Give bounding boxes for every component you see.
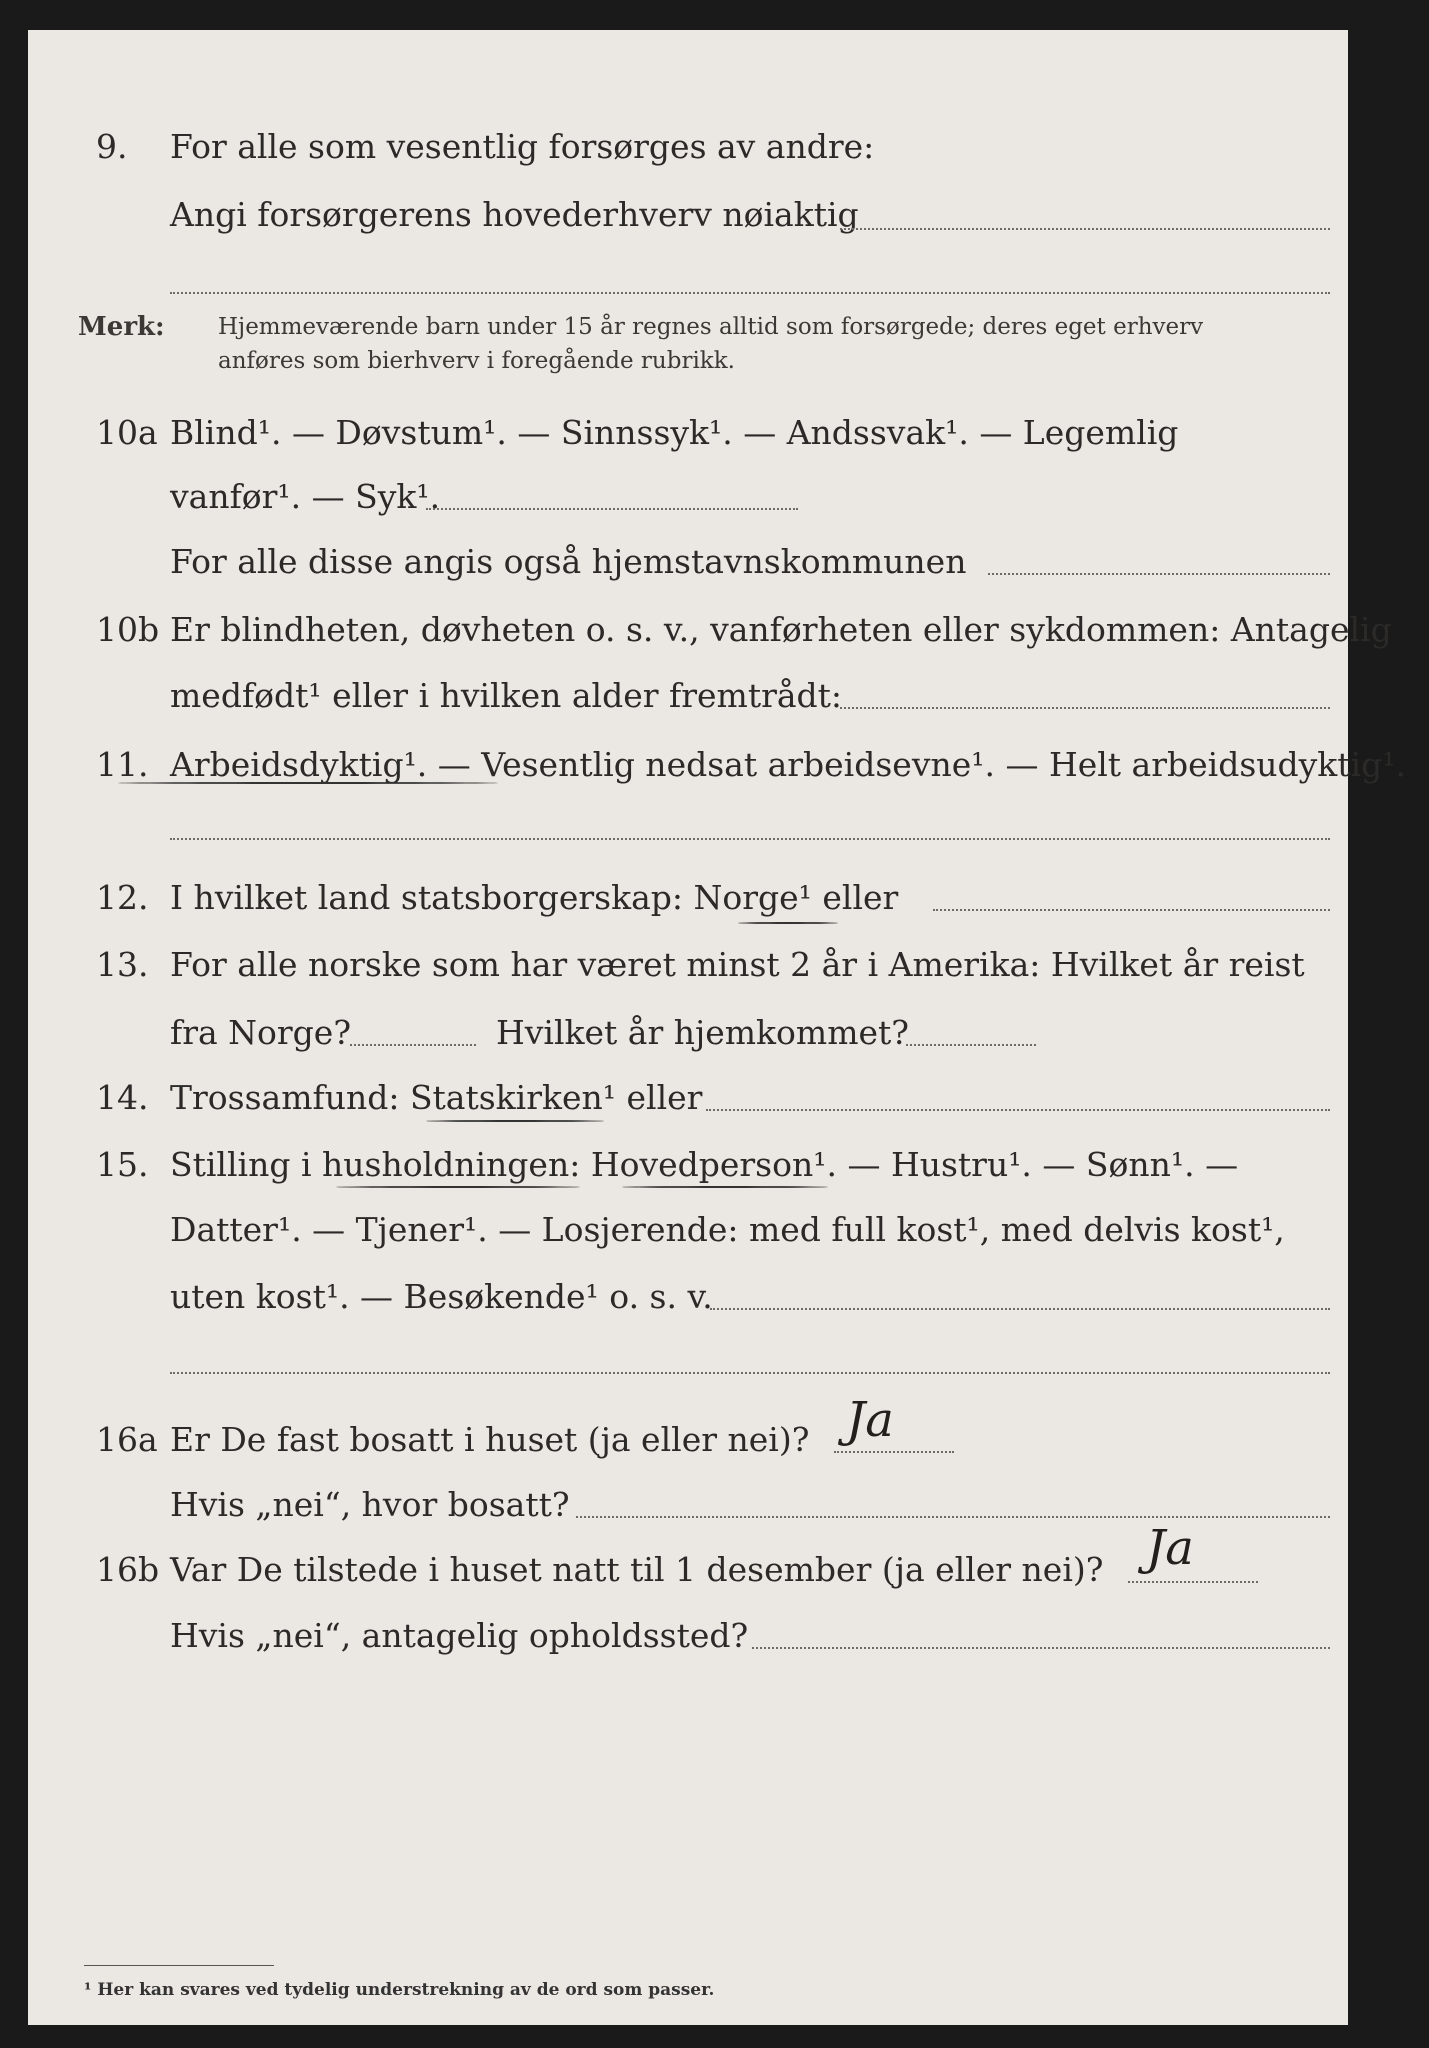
q9-line1: For alle som vesentlig forsørges av andre:: [170, 127, 875, 166]
merk-line1: Hjemmeværende barn under 15 år regnes alltid som forsørgede; deres eget erhverv: [218, 314, 1204, 340]
census-form-page: [28, 30, 1406, 2025]
q9-answer-line: [840, 228, 1330, 230]
q14-underline-mark: [426, 1120, 604, 1122]
q11-answer-line: [170, 838, 1330, 840]
q12-line1: I hvilket land statsborgerskap: Norge¹ eller: [170, 878, 899, 917]
item-number-12: 12.: [96, 878, 149, 917]
q16b-answer-line: [1128, 1581, 1258, 1583]
q16b-line1: Var De tilstede i huset natt til 1 desember (ja eller nei)?: [170, 1550, 1104, 1589]
item-number-14: 14.: [96, 1078, 149, 1117]
q10b-line2: medfødt¹ eller i hvilken alder fremtrådt:: [170, 676, 843, 715]
item-number-16b: 16b: [96, 1550, 160, 1589]
q13-hjemkommet-line: [906, 1044, 1036, 1046]
q16b-handwritten-answer: Ja: [1146, 1520, 1194, 1576]
q16b-line2: Hvis „nei“, antagelig opholdssted?: [170, 1616, 749, 1655]
q12-answer-line: [933, 909, 1330, 911]
merk-line2: anføres som bierhverv i foregående rubrikk.: [218, 348, 735, 374]
q10a-kommune-line: [988, 573, 1330, 575]
q15-line3: uten kost¹. — Besøkende¹ o. s. v.: [170, 1277, 713, 1316]
item-number-15: 15.: [96, 1145, 149, 1184]
q13-reist-line: [350, 1044, 476, 1046]
q13-line2b: Hvilket år hjemkommet?: [496, 1013, 909, 1052]
q15-line1: Stilling i husholdningen: Hovedperson¹. — Hustru¹. — Sønn¹. —: [170, 1145, 1239, 1184]
q10a-answer-line: [426, 508, 798, 510]
q10a-line2: vanfør¹. — Syk¹.: [170, 477, 441, 516]
item-number-10a: 10a: [96, 413, 158, 452]
q16b-opphold-line: [752, 1647, 1330, 1649]
q16a-line1: Er De fast bosatt i huset (ja eller nei)?: [170, 1420, 810, 1459]
q16a-handwritten-answer: Ja: [846, 1392, 894, 1448]
merk-label: Merk:: [78, 312, 165, 342]
q10b-answer-line: [840, 707, 1330, 709]
footnote-rule: [84, 1965, 274, 1966]
q15-line2: Datter¹. — Tjener¹. — Losjerende: med full kost¹, med delvis kost¹,: [170, 1210, 1285, 1249]
q15-answer-line-2: [170, 1372, 1330, 1374]
q10a-line1: Blind¹. — Døvstum¹. — Sinnssyk¹. — Andssvak¹. — Legemlig: [170, 413, 1179, 452]
q13-line2a: fra Norge?: [170, 1013, 352, 1052]
footnote: ¹ Her kan svares ved tydelig understrekning av de ord som passer.: [84, 1980, 715, 2000]
q16a-answer-line: [834, 1451, 954, 1453]
q9-line2: Angi forsørgerens hovederhverv nøiaktig: [170, 195, 859, 234]
q16a-bosatt-line: [576, 1516, 1330, 1518]
q16a-line2: Hvis „nei“, hvor bosatt?: [170, 1485, 570, 1524]
q13-line1: For alle norske som har været minst 2 år i Amerika: Hvilket år reist: [170, 945, 1305, 984]
item-number-16a: 16a: [96, 1420, 158, 1459]
q15-hovedperson-underline: [622, 1186, 828, 1188]
q11-underline-mark: [118, 782, 498, 784]
item-number-9: 9.: [96, 127, 128, 166]
q15-answer-line: [710, 1308, 1330, 1310]
q14-answer-line: [706, 1109, 1330, 1111]
q15-husholdning-underline: [336, 1186, 580, 1188]
q11-line1: Arbeidsdyktig¹. — Vesentlig nedsat arbeidsevne¹. — Helt arbeidsudyktig¹.: [170, 745, 1406, 784]
q9-answer-line-2: [170, 292, 1330, 294]
item-number-13: 13.: [96, 945, 149, 984]
q10a-line3: For alle disse angis også hjemstavnskommunen: [170, 542, 967, 581]
item-number-10b: 10b: [96, 610, 160, 649]
q12-underline-mark: [738, 922, 838, 924]
q14-line1: Trossamfund: Statskirken¹ eller: [170, 1078, 703, 1117]
item-number-11: 11.: [96, 745, 149, 784]
q10b-line1: Er blindheten, døvheten o. s. v., vanførheten eller sykdommen: Antagelig: [170, 610, 1392, 649]
